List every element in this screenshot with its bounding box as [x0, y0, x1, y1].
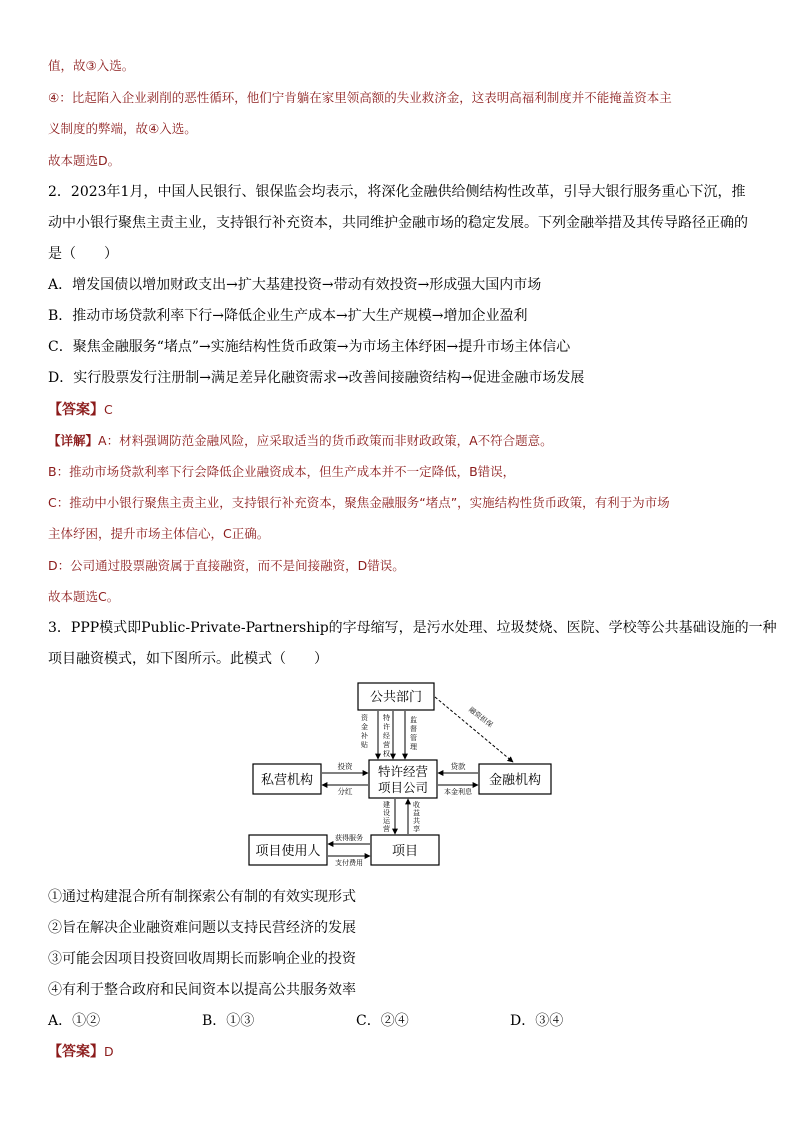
q3-option-a: A．①② — [48, 1013, 101, 1029]
q2-stem-1: 2．2023年1月，中国人民银行、银保监会均表示，将深化金融供给侧结构性改革，引导大银行服务重心下沉，推 — [48, 184, 746, 200]
label-revenue-2: 益 — [413, 809, 420, 817]
q2-detail-5: D：公司通过股票融资属于直接融资，而不是间接融资，D错误。 — [48, 558, 405, 573]
label-build-3: 运 — [383, 817, 390, 825]
q2-detail-4: 主体纾困，提升市场主体信心，C正确。 — [48, 526, 270, 541]
q3-option-b: B．①③ — [202, 1013, 255, 1029]
q2-answer — [48, 401, 754, 419]
label-revenue-4: 享 — [413, 825, 420, 833]
q3-statement-2: ②旨在解决企业融资难问题以支持民营经济的发展 — [48, 920, 356, 936]
q3-answer — [48, 1043, 754, 1061]
detail-text-a: A：材料强调防范金融风险，应采取适当的货币政策而非财政政策，A不符合题意。 — [98, 433, 553, 448]
q3-statement-3: ③可能会因项目投资回收周期长而影响企业的投资 — [48, 951, 356, 967]
q3-option-d: D．③④ — [510, 1013, 564, 1029]
label-franchise-2: 许 — [383, 723, 390, 731]
prev-line-3: 义制度的弊端，故④入选。 — [48, 121, 197, 136]
q2-detail-1 — [48, 432, 754, 450]
q2-option-b: B．推动市场贷款利率下行→降低企业生产成本→扩大生产规模→增加企业盈利 — [48, 308, 528, 324]
label-franchise-3: 经 — [383, 732, 390, 740]
q2-option-d: D．实行股票发行注册制→满足差异化融资需求→改善间接融资结构→促进金融市场发展 — [48, 370, 585, 386]
q3-stem-2: 项目融资模式，如下图所示。此模式（ ） — [48, 651, 328, 667]
label-loan: 贷款 — [450, 762, 466, 771]
label-supervise-2: 督 — [410, 725, 417, 733]
q3-option-c: C．②④ — [356, 1013, 409, 1029]
label-service: 获得服务 — [335, 834, 363, 842]
spv-label-1: 特许经营 — [377, 764, 429, 779]
answer-tag: 【答案】 — [48, 1044, 104, 1060]
detail-tag: 【详解】 — [48, 433, 99, 448]
label-franchise-5: 权 — [383, 750, 390, 758]
q3-statement-4: ④有利于整合政府和民间资本以提高公共服务效率 — [48, 982, 356, 998]
prev-line-2: ④：比起陷入企业剥削的恶性循环，他们宁肯躺在家里领高额的失业救济金，这表明高福利制度并不能掩盖资本主 — [48, 90, 672, 105]
q2-option-c: C．聚焦金融服务“堵点”→实施结构性货币政策→为市场主体纾困→提升市场主体信心 — [48, 339, 571, 355]
label-supervise-4: 理 — [410, 743, 417, 751]
label-franchise-4: 营 — [383, 741, 390, 749]
label-invest: 投资 — [337, 762, 353, 771]
label-repay: 本金利息 — [444, 788, 472, 796]
private-org-label: 私营机构 — [260, 773, 314, 788]
label-build-4: 营 — [383, 825, 390, 833]
answer-tag: 【答案】 — [48, 402, 104, 418]
label-revenue-3: 共 — [413, 817, 420, 825]
project-label: 项目 — [391, 844, 419, 859]
q2-stem-2: 动中小银行聚焦主责主业，支持银行补充资本，共同维护金融市场的稳定发展。下列金融举措及其传导路径正确的 — [48, 215, 748, 231]
label-supervise-3: 管 — [410, 734, 417, 742]
label-build-2: 设 — [383, 809, 390, 817]
project-user-label: 项目使用人 — [255, 844, 321, 859]
label-revenue-1: 收 — [413, 801, 420, 809]
label-subsidy-3: 补 — [361, 732, 368, 740]
q2-detail-2: B：推动市场贷款利率下行会降低企业融资成本，但生产成本并不一定降低，B错误， — [48, 464, 516, 479]
q2-detail-3: C：推动中小银行聚焦主责主业，支持银行补充资本，聚焦金融服务“堵点”，实施结构性货币政策，有利于为市场 — [48, 495, 670, 510]
label-subsidy-1: 资 — [361, 714, 368, 722]
label-guarantee: 融资担保 — [467, 705, 495, 730]
q3-stem-1: 3．PPP模式即Public-Private-Partnership的字母缩写，是污水处理、垃圾焚烧、医院、学校等公共基础设施的一种 — [48, 620, 777, 636]
label-fee: 支付费用 — [335, 859, 363, 867]
q2-option-a: A．增发国债以增加财政支出→扩大基建投资→带动有效投资→形成强大国内市场 — [48, 277, 542, 293]
q2-conclusion: 故本题选C。 — [48, 589, 120, 604]
label-dividend: 分红 — [337, 787, 353, 796]
prev-line-1: 值，故③入选。 — [48, 58, 135, 73]
spv-label-2: 项目公司 — [377, 780, 429, 795]
label-subsidy-4: 贴 — [361, 741, 368, 749]
label-build-1: 建 — [383, 801, 390, 809]
label-supervise-1: 监 — [410, 716, 417, 724]
prev-conclusion: 故本题选D。 — [48, 153, 121, 168]
label-franchise-1: 特 — [383, 714, 390, 722]
answer-value: C — [104, 402, 113, 417]
q3-statement-1: ①通过构建混合所有制探索公有制的有效实现形式 — [48, 889, 356, 905]
ppp-diagram — [245, 680, 565, 870]
public-sector-label: 公共部门 — [369, 690, 423, 705]
q2-stem-3: 是（ ） — [48, 246, 118, 262]
finance-org-label: 金融机构 — [488, 773, 542, 788]
answer-value: D — [104, 1044, 114, 1059]
label-subsidy-2: 金 — [361, 723, 368, 731]
